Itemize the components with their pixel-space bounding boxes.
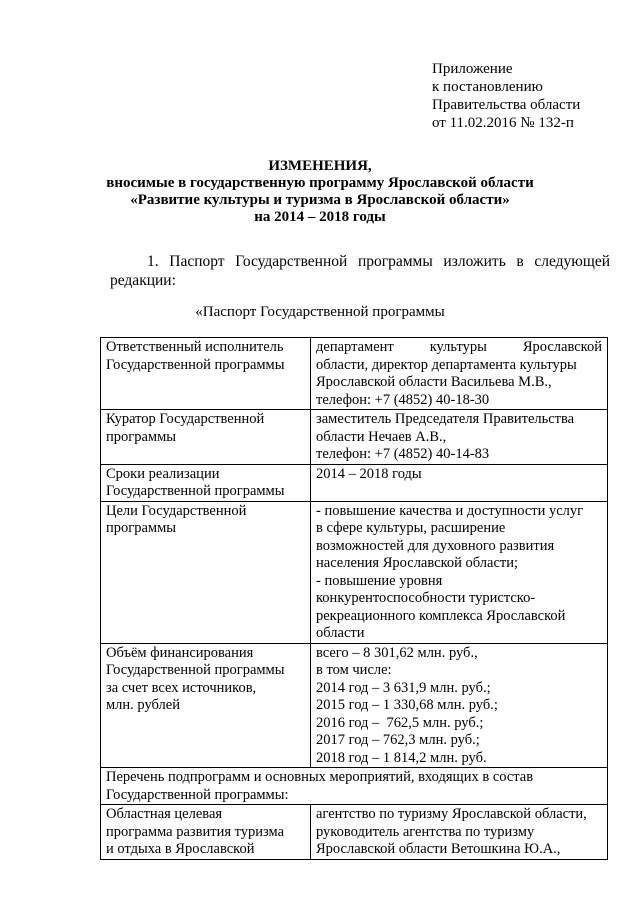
cell-line: Перечень подпрограмм и основных мероприятий, входящих в состав (106, 769, 534, 785)
cell-line: Государственной программы (106, 662, 285, 678)
cell-line: Ярославской области Васильева М.В., (316, 374, 552, 390)
cell-line: руководитель агентства по туризму (316, 823, 535, 840)
cell-line: Государственной программы (106, 483, 285, 499)
section-header-cell (101, 768, 608, 805)
cell-line: и отдыха в Ярославской (106, 841, 255, 857)
row-value-cell (311, 643, 608, 768)
cell-line: программа развития туризма (106, 823, 285, 840)
cell-line: области (316, 625, 365, 641)
title-line: ИЗМЕНЕНИЯ, (268, 158, 372, 174)
intro-paragraph (110, 252, 610, 290)
cell-line: Объём финансирования (106, 644, 254, 661)
cell-line: 2014 год – 3 631,9 млн. руб.; (316, 679, 491, 696)
cell-line: Областная целевая (106, 806, 223, 822)
cell-line: Ответственный исполнитель (106, 339, 284, 355)
cell-line: - повышение уровня (316, 572, 443, 589)
cell-line: 2016 год – 762,5 млн. руб.; (316, 714, 484, 731)
appendix-line: Приложение (432, 61, 513, 77)
cell-line: в сфере культуры, расширение (316, 520, 506, 536)
table-row (101, 464, 608, 501)
cell-line: млн. рублей (106, 697, 180, 713)
paragraph-line: 1. Паспорт Государственной программы изложить в следующей (147, 253, 610, 270)
cell-line: - повышение качества и доступности услуг (316, 502, 584, 519)
table-row (101, 805, 608, 860)
cell-line: 2014 – 2018 годы (316, 465, 422, 482)
cell-line: 2017 год – 762,3 млн. руб.; (316, 732, 480, 748)
title-line: на 2014 – 2018 годы (254, 209, 386, 225)
cell-line: возможностей для духовного развития (316, 537, 555, 554)
cell-line: рекреационного комплекса Ярославской (316, 607, 566, 624)
cell-line: программы (106, 428, 176, 445)
row-value-cell (311, 464, 608, 501)
cell-line: 2015 год – 1 330,68 млн. руб.; (316, 697, 498, 713)
row-label-cell (101, 464, 311, 501)
row-label-cell (101, 338, 311, 410)
document-title (0, 158, 640, 226)
cell-line: Государственной программы: (106, 786, 289, 803)
paragraph-line: редакции: (110, 272, 176, 289)
cell-line: заместитель Председателя Правительства (316, 411, 575, 427)
passport-heading: «Паспорт Государственной программы (195, 304, 445, 320)
row-label-cell (101, 410, 311, 465)
table-row (101, 410, 608, 465)
cell-line: телефон: +7 (4852) 40-18-30 (316, 391, 490, 408)
cell-line: Ярославской области Ветошкина Ю.А., (316, 841, 561, 857)
cell-line: агентство по туризму Ярославской области, (316, 806, 587, 822)
title-line: вносимые в государственную программу Ярославской области (106, 175, 534, 191)
appendix-line: к постановлению (432, 79, 543, 95)
cell-line: населения Ярославской области; (316, 555, 519, 571)
table-row (101, 643, 608, 768)
cell-line: Государственной программы (106, 356, 285, 373)
cell-line: Куратор Государственной (106, 411, 265, 427)
row-label-cell (101, 805, 311, 860)
row-label-cell (101, 501, 311, 643)
table-row (101, 338, 608, 410)
appendix-line: Правительства области (432, 97, 581, 113)
cell-line: за счет всех источников, (106, 679, 257, 696)
appendix-line: от 11.02.2016 № 132-п (432, 115, 574, 131)
cell-line: Цели Государственной (106, 502, 247, 519)
cell-line: всего – 8 301,62 млн. руб., (316, 644, 478, 661)
cell-line: 2018 год – 1 814,2 млн. руб. (316, 749, 487, 766)
cell-line: программы (106, 520, 176, 536)
cell-line: области Нечаев А.В., (316, 428, 447, 445)
row-value-cell (311, 338, 608, 410)
cell-line: в том числе: (316, 662, 392, 678)
row-value-cell (311, 501, 608, 643)
appendix-block (432, 60, 580, 132)
cell-line: телефон: +7 (4852) 40-14-83 (316, 446, 490, 462)
table-row (101, 501, 608, 643)
cell-line: департамент культуры Ярославской (316, 339, 602, 355)
passport-table (100, 337, 608, 860)
cell-line: области, директор департамента культуры (316, 356, 577, 373)
table-row (101, 768, 608, 805)
row-label-cell (101, 643, 311, 768)
row-value-cell (311, 805, 608, 860)
title-line: «Развитие культуры и туризма в Ярославской области» (130, 192, 510, 208)
cell-line: конкурентоспособности туристско- (316, 590, 536, 606)
row-value-cell (311, 410, 608, 465)
cell-line: Сроки реализации (106, 465, 220, 482)
